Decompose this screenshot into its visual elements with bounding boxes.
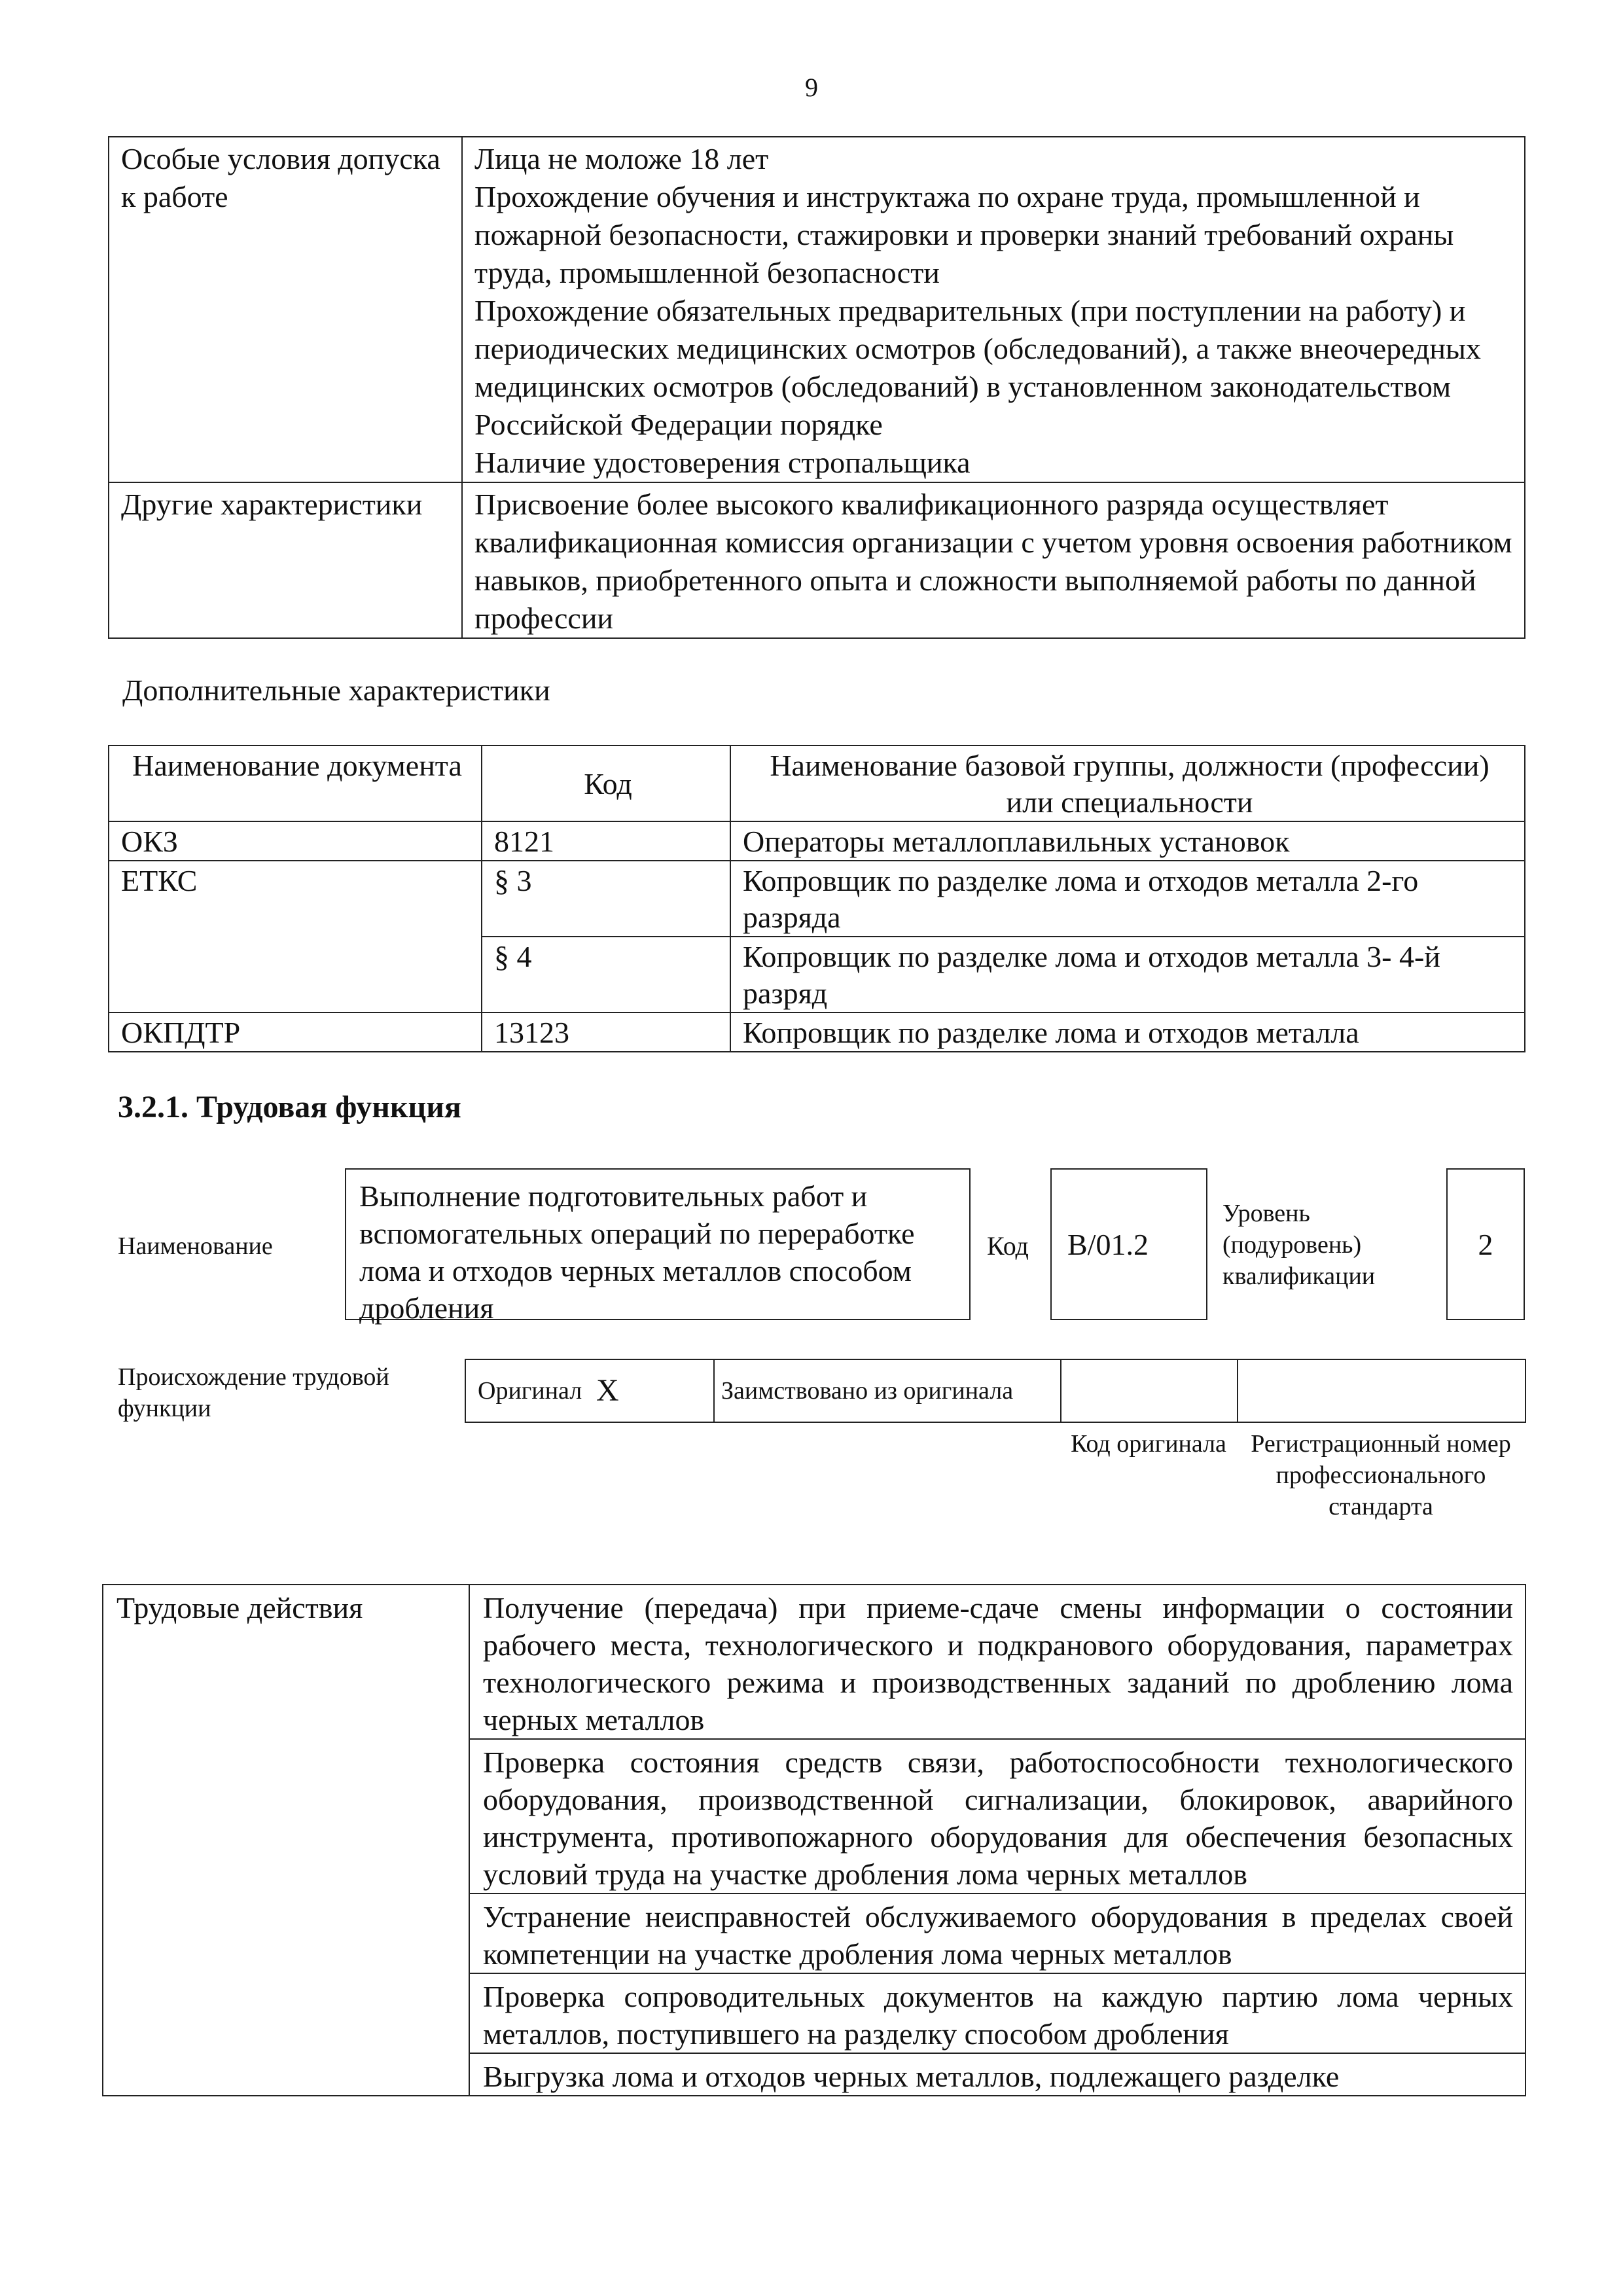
table-cell: ОКЗ [109, 821, 482, 861]
table-cell: Копровщик по разделке лома и отходов металла 3- 4-й разряд [730, 937, 1525, 1013]
table-row [109, 821, 1525, 861]
table-cell: Операторы металлоплавильных установок [730, 821, 1525, 861]
function-level-label: Уровень (подуровень) квалификации [1222, 1200, 1376, 1290]
origin-code-cell [1061, 1359, 1238, 1422]
table-cell: Получение (передача) при приеме-сдаче смены информации о состоянии рабочего места, технологического и подкранового оборудования, параметрах технологического режима и производственных заданий по дроблению лома черных металлов [469, 1585, 1525, 1739]
table-cell: 8121 [482, 821, 730, 861]
table-cell: ОКПДТР [109, 1013, 482, 1052]
origin-code-caption: Код оригинала [1071, 1430, 1226, 1458]
function-code-label: Код [987, 1231, 1029, 1261]
function-level-box: 2 [1446, 1168, 1525, 1320]
section-heading: 3.2.1. Трудовая функция [118, 1090, 461, 1124]
table-row [465, 1359, 1525, 1422]
row-content [462, 137, 1525, 482]
column-header: Код [482, 745, 730, 821]
table-row [109, 137, 1525, 482]
row-content [462, 482, 1525, 638]
table-cell: Копровщик по разделке лома и отходов металла [730, 1013, 1525, 1052]
origin-original-label: Оригинал [465, 1359, 596, 1422]
table-cell: § 4 [482, 937, 730, 1013]
origin-borrowed-label: Заимствовано из оригинала [714, 1359, 1061, 1422]
row-label: Особые условия допуска к работе [109, 137, 462, 482]
table-row [103, 1585, 1525, 1739]
origin-table [465, 1359, 1526, 1423]
page-number: 9 [805, 73, 818, 102]
list-item: Прохождение обязательных предварительных (при поступлении на работу) и периодических медицинских осмотров (обследований), а также внеочередных медицинских осмотров (обследований) в установленном законодательством Российской Федерации порядке [474, 294, 1481, 441]
function-name-box: Выполнение подготовительных работ и вспомогательных операций по переработке лома и отходов черных металлов способом дробления [345, 1168, 971, 1320]
column-header: Наименование базовой группы, должности (профессии) или специальности [730, 745, 1525, 821]
row-label: Другие характеристики [109, 482, 462, 638]
table-header-row [109, 745, 1525, 821]
table-row [109, 861, 1525, 937]
origin-reg-cell [1238, 1359, 1525, 1422]
origin-mark: X [596, 1359, 714, 1422]
table-cell: Копровщик по разделке лома и отходов металла 2-го разряда [730, 861, 1525, 937]
actions-table [102, 1584, 1526, 2096]
table-cell: Устранение неисправностей обслуживаемого оборудования в пределах своей компетенции на участке дробления лома черных металлов [469, 1893, 1525, 1973]
function-name-label: Наименование [118, 1232, 273, 1260]
column-header: Наименование документа [109, 745, 482, 821]
additional-heading: Дополнительные характеристики [122, 673, 550, 707]
list-item: Присвоение более высокого квалификационного разряда осуществляет квалификационная комиссия организации с учетом уровня освоения работником навыков, приобретенного опыта и сложности выполняемой работы по данной профессии [474, 488, 1512, 635]
conditions-table [108, 136, 1525, 639]
table-cell: § 3 [482, 861, 730, 937]
table-row [109, 482, 1525, 638]
table-cell: 13123 [482, 1013, 730, 1052]
additional-table [108, 745, 1525, 1052]
origin-label: Происхождение трудовой функции [118, 1363, 389, 1422]
table-row [109, 1013, 1525, 1052]
function-code-box: В/01.2 [1050, 1168, 1207, 1320]
list-item: Лица не моложе 18 лет [474, 142, 769, 175]
table-cell: ЕТКС [109, 861, 482, 1013]
table-cell: Проверка состояния средств связи, работоспособности технологического оборудования, производственной сигнализации, блокировок, аварийного инструмента, противопожарного оборудования для обеспечения безопасных условий труда на участке дробления лома черных металлов [469, 1739, 1525, 1893]
list-item: Прохождение обучения и инструктажа по охране труда, промышленной и пожарной безопасности, стажировки и проверки знаний требований охраны труда, промышленной безопасности [474, 180, 1454, 289]
table-cell: Выгрузка лома и отходов черных металлов, подлежащего разделке [469, 2053, 1525, 2096]
origin-reg-caption: Регистрационный номер профессионального стандарта [1251, 1430, 1511, 1520]
table-cell: Проверка сопроводительных документов на каждую партию лома черных металлов, поступившего на разделку способом дробления [469, 1973, 1525, 2053]
row-label: Трудовые действия [103, 1585, 469, 2096]
list-item: Наличие удостоверения стропальщика [474, 446, 971, 479]
